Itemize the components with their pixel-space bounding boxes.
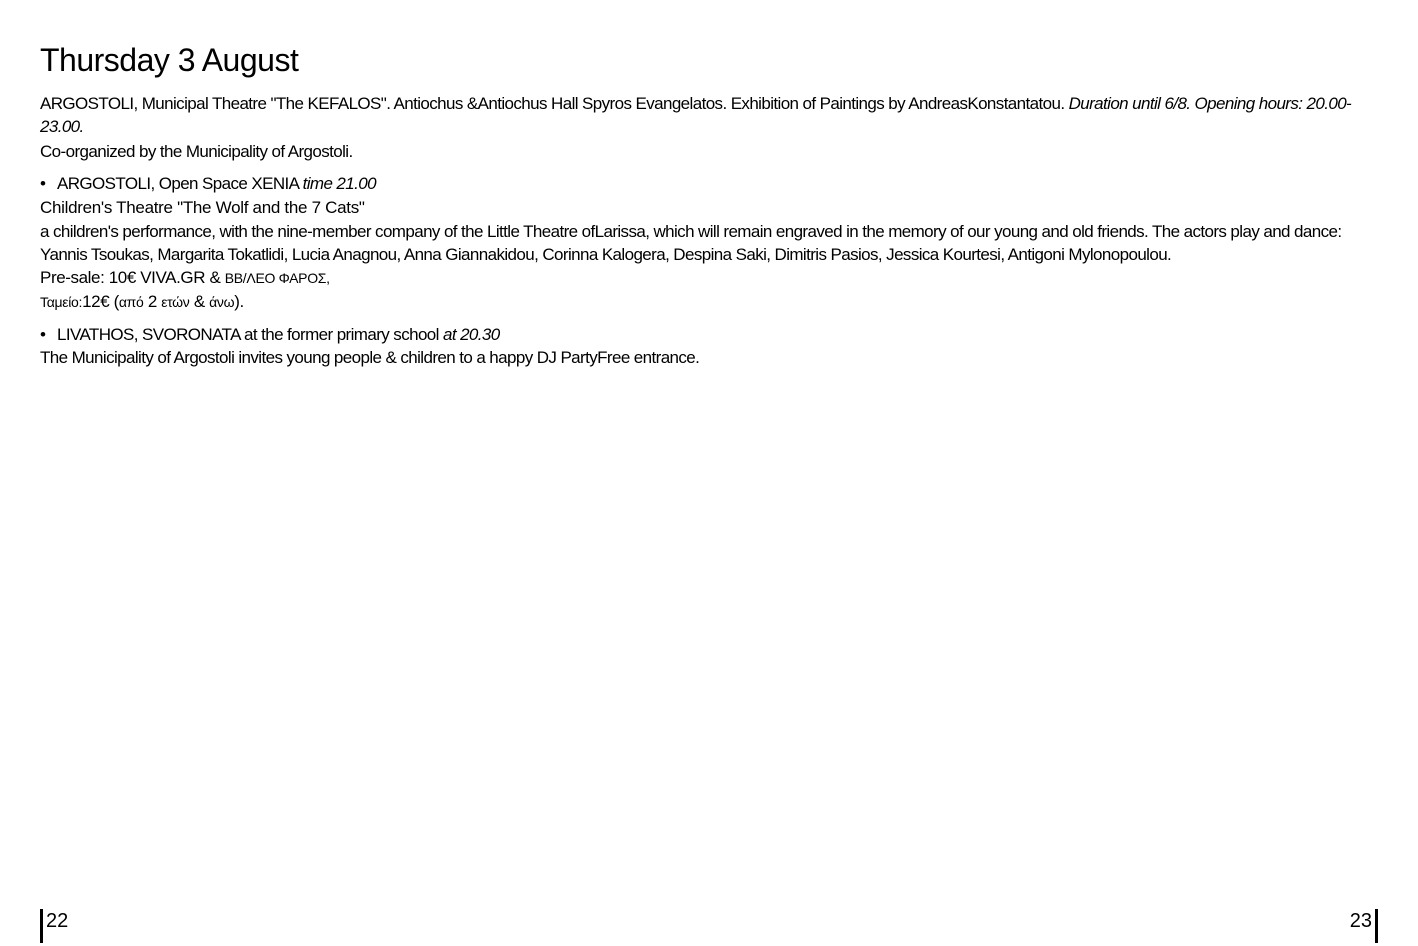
- page-title: Thursday 3 August: [40, 42, 299, 78]
- event-party-location: LIVATHOS, SVORONATA at the former primary school: [57, 325, 443, 344]
- bullet-icon: •: [40, 325, 46, 344]
- event-exhibition-note: Co-organized by the Municipality of Argostoli.: [40, 142, 353, 161]
- event-theatre-location: ARGOSTOLI, Open Space XENIA: [57, 174, 303, 193]
- event-exhibition-text: [40, 92, 1380, 138]
- page-number-left: 22: [40, 909, 68, 943]
- page-number-right: 23: [1350, 909, 1378, 943]
- page-content: [40, 40, 1380, 369]
- event-childrens-theatre: [40, 172, 1380, 314]
- event-theatre-description: a children's performance, with the nine-member company of the Little Theatre ofLarissa, which will remain engraved in the memory of our young and old friends. The actors play and dance: Yannis Tsoukas, Margarita Tokatlidi, Lucia Anagnou, Anna Giannakidou, Corinna Kalogera, Despina Saki, Dimitris Pasios, Jessica Kourtesi, Antigoni Mylonopoulou.: [40, 222, 1342, 264]
- event-party-description: The Municipality of Argostoli invites young people & children to a happy DJ PartyFree entrance.: [40, 348, 700, 367]
- event-exhibition: [40, 92, 1380, 163]
- bullet-icon: •: [40, 174, 46, 193]
- event-theatre-title: Children's Theatre "The Wolf and the 7 Cats": [40, 198, 365, 217]
- event-exhibition-location: ARGOSTOLI, Municipal Theatre "The KEFALOS". Antiochus &Antiochus Hall Spyros Evangelatos. Exhibition of Paintings by AndreasKonstantatou.: [40, 94, 1069, 113]
- event-party-time: at 20.30: [442, 325, 500, 344]
- event-theatre-time: time 21.00: [302, 174, 376, 193]
- event-exhibition-duration: Duration until 6/8. Opening hours: 20.00-23.00.: [40, 94, 1352, 136]
- event-dj-party: [40, 323, 1380, 369]
- event-theatre-box-office: Ταμείο:12€ (από 2 ετών & άνω).: [40, 292, 244, 311]
- event-party-heading: [40, 323, 1380, 346]
- event-theatre-presale: Pre-sale: 10€ VIVA.GR & ΒΒ/ΛΕΟ ΦΑΡΟΣ,: [40, 268, 330, 287]
- event-theatre-heading: [40, 172, 1380, 195]
